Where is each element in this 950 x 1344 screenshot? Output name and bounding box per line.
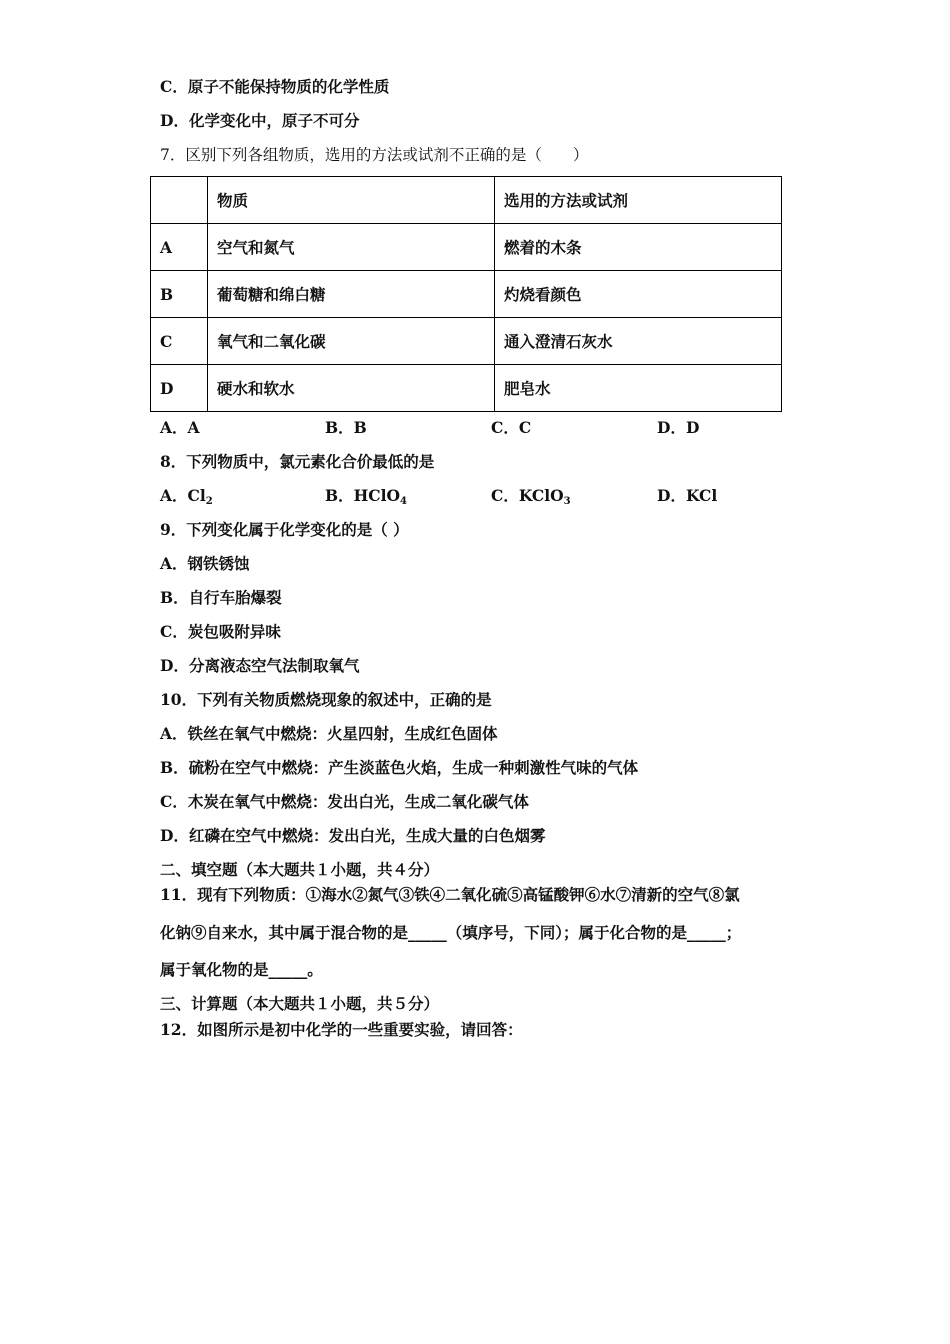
- q10-stem: 10．下列有关物质燃烧现象的叙述中，正确的是: [160, 690, 492, 709]
- q9-option-c: C．炭包吸附异味: [160, 622, 281, 641]
- table-header-cell: 选用的方法或试剂: [495, 177, 782, 224]
- formula-subscript: 3: [563, 496, 571, 507]
- formula-main: C．KClO: [491, 486, 564, 505]
- q11-line-2: 化钠⑨自来水，其中属于混合物的是_____（填序号，下同）；属于化合物的是_____；: [160, 923, 742, 942]
- q10-option-c: C．木炭在氧气中燃烧：发出白光，生成二氧化碳气体: [160, 792, 529, 811]
- q7-stem: 7．区别下列各组物质，选用的方法或试剂不正确的是（ ）: [160, 146, 589, 164]
- q7-table: [150, 176, 782, 412]
- q8-option-b: [325, 486, 407, 512]
- table-row: [151, 365, 782, 412]
- table-cell: 灼烧看颜色: [495, 271, 782, 318]
- table-cell: B: [151, 271, 208, 318]
- table-header-row: [151, 177, 782, 224]
- table-cell: 通入澄清石灰水: [495, 318, 782, 365]
- q9-stem: 9．下列变化属于化学变化的是（ ）: [160, 520, 409, 539]
- q7-option-b: B．B: [325, 418, 367, 437]
- q8-stem: 8．下列物质中，氯元素化合价最低的是: [160, 452, 435, 471]
- table-cell: 燃着的木条: [495, 224, 782, 271]
- section-2-heading: 二、填空题（本大题共１小题，共４分）: [160, 860, 440, 879]
- formula-main: B．HClO: [325, 486, 400, 505]
- table-cell: 氧气和二氧化碳: [208, 318, 495, 365]
- formula-subscript: 2: [205, 496, 213, 507]
- section-3-heading: 三、计算题（本大题共１小题，共５分）: [160, 994, 440, 1013]
- q7-option-d: D．D: [657, 418, 700, 437]
- q9-option-b: B．自行车胎爆裂: [160, 588, 282, 607]
- q8-option-d: [657, 486, 717, 506]
- q10-option-d: D．红磷在空气中燃烧：发出白光，生成大量的白色烟雾: [160, 826, 546, 845]
- q9-option-a: A．钢铁锈蚀: [160, 554, 250, 573]
- table-cell: 硬水和软水: [208, 365, 495, 412]
- q6-option-d: D．化学变化中，原子不可分: [160, 111, 360, 130]
- table-cell: C: [151, 318, 208, 365]
- q12-stem: 12．如图所示是初中化学的一些重要实验，请回答：: [160, 1020, 523, 1039]
- q6-option-c: C．原子不能保持物质的化学性质: [160, 77, 390, 96]
- table-header-cell: 物质: [208, 177, 495, 224]
- table-row: [151, 318, 782, 365]
- table-header-cell: [151, 177, 208, 224]
- formula-main: A．Cl: [160, 486, 206, 505]
- q9-option-d: D．分离液态空气法制取氧气: [160, 656, 360, 675]
- q11-line-1: 11．现有下列物质：①海水②氮气③铁④二氧化硫⑤高锰酸钾⑥水⑦清新的空气⑧氯: [160, 885, 740, 904]
- q7-option-a: A．A: [160, 418, 200, 437]
- table-cell: 葡萄糖和绵白糖: [208, 271, 495, 318]
- table-row: [151, 271, 782, 318]
- q8-option-a: [160, 486, 213, 512]
- q8-option-c: [491, 486, 571, 512]
- q10-option-a: A．铁丝在氧气中燃烧：火星四射，生成红色固体: [160, 724, 498, 743]
- formula-main: D．KCl: [657, 486, 718, 505]
- table-cell: 肥皂水: [495, 365, 782, 412]
- q10-option-b: B．硫粉在空气中燃烧：产生淡蓝色火焰，生成一种刺激性气味的气体: [160, 758, 639, 777]
- formula-subscript: 4: [399, 496, 407, 507]
- table-row: [151, 224, 782, 271]
- table-cell: A: [151, 224, 208, 271]
- q11-line-3: 属于氧化物的是_____。: [160, 960, 323, 979]
- q7-option-c: C．C: [491, 418, 532, 437]
- table-cell: D: [151, 365, 208, 412]
- table-cell: 空气和氮气: [208, 224, 495, 271]
